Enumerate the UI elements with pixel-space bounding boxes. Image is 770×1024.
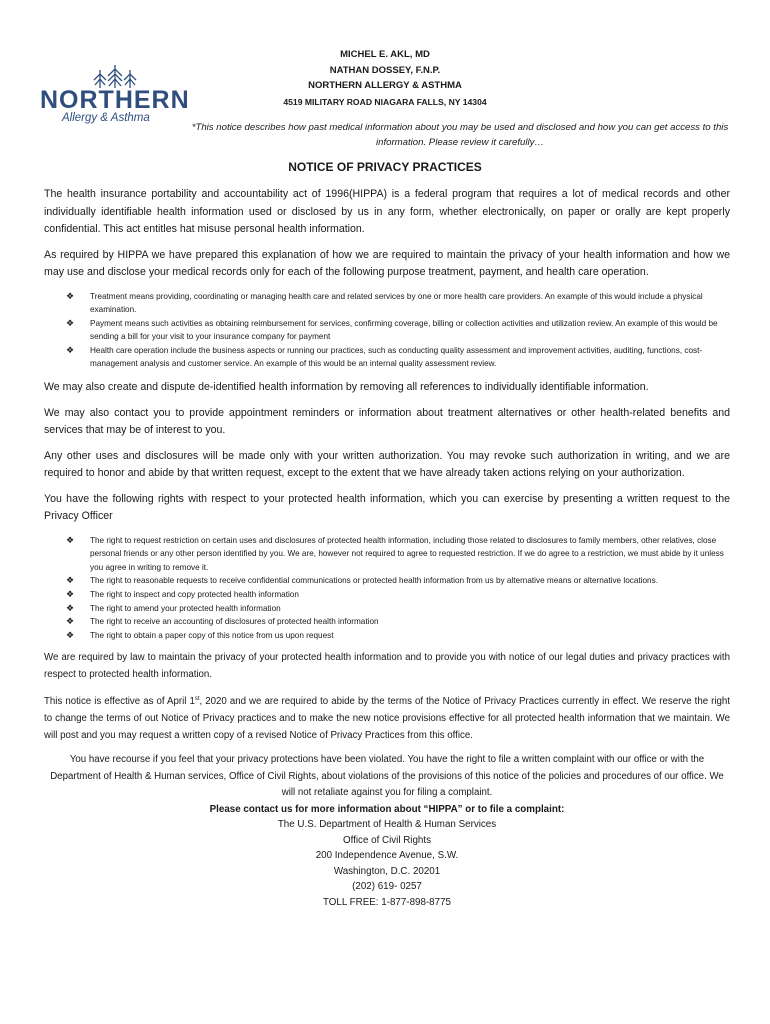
diamond-bullet-icon: ❖ [66,616,75,627]
northern-logo [38,64,188,126]
list-item: ❖ The right to obtain a paper copy of this notice from us upon request [44,629,730,643]
paragraph-reminders: We may also contact you to provide appointment reminders or information about treatment alternatives or other health-related benefits and services that may be of interest to you. [44,406,730,437]
diamond-bullet-icon: ❖ [66,602,75,613]
document-title: NOTICE OF PRIVACY PRACTICES [288,160,482,174]
diamond-bullet-icon: ❖ [66,575,75,586]
paragraph-authorization: Any other uses and disclosures will be made only with your written authorization. You may revoke such authorization in writing, and we are required to honor and abide by that written request, except to the extent that we have already taken actions relying on your authorization. [44,449,730,480]
contact-heading: Please contact us for more information about “HIPPA” or to file a complaint: [209,803,565,815]
physician-name: MICHEL E. AKL, MD [340,49,430,60]
contact-phone: (202) 619- 0257 [352,881,422,893]
list-item: ❖ The right to request restriction on certain uses and disclosures of protected health information, including those related to disclosures to family members, other relatives, close personal friends or any other person identified by you. We are, however not required to agree to requested restriction. If we do agree to a restriction, we must abide by it unless you agree in writing to remove it. [66,534,724,572]
list-item: ❖ The right to receive an accounting of disclosures of protected health information [44,615,730,629]
contact-city: Washington, D.C. 20201 [333,865,441,877]
list-item: ❖ Treatment means providing, coordinating or managing health care and related services by one or more health care providers. An example of this would include a physical examination. [66,290,703,315]
logo-subtitle: Allergy & Asthma [62,112,150,124]
paragraph-hippa-explanation: As required by HIPPA we have prepared this explanation of how we are required to maintain the privacy of your health information and how we may use and disclose your medical records only for each of the following purpose treatment, payment, and health care operation. [44,248,730,278]
list-item: ❖ Health care operation include the business aspects or running our practices, such as conducting quality assessment and improvement activities, auditing, functions, cost-management analysis and customer service. An example of this would be an internal quality assessment review. [66,344,703,369]
contact-toll-free: TOLL FREE: 1-877-898-8775 [323,896,451,908]
diamond-bullet-icon: ❖ [66,290,75,301]
diamond-bullet-icon: ❖ [66,629,75,640]
rights-list [44,534,730,643]
logo-wordmark: NORTHERN [40,86,190,114]
notice-disclaimer: *This notice describes how past medical information about you may be used and disclosed and how you can get access to this information. Please review it carefully… [191,122,729,148]
practice-address: 4519 MILITARY ROAD NIAGARA FALLS, NY 14304 [283,96,487,107]
paragraph-rights-intro: You have the following rights with respect to your protected health information, which you can exercise by presenting a written request to the Privacy Officer [44,492,730,523]
paragraph-hippa-intro: The health insurance portability and accountability act of 1996(HIPPA) is a federal program that requires a lot of medical records and other individually identifiable health information used or disclosed by us in any form, whether electronically, on paper or orally are kept properly confidential. This act entitles hat misuse personal health information. [44,188,730,235]
paragraph-legal-duties: We are required by law to maintain the privacy of your protected health information and to provide you with notice of our legal duties and privacy practices with respect to protected health information. [44,652,730,680]
practice-name: NORTHERN ALLERGY & ASTHMA [308,80,462,91]
contact-agency: The U.S. Department of Health & Human Services [277,819,497,831]
contact-street: 200 Independence Avenue, S.W. [315,850,459,862]
paragraph-deidentified: We may also create and dispute de-identified health information by removing all references to individually identifiable information. [44,381,649,394]
document-body [44,186,730,910]
purpose-list [44,290,730,372]
paragraph-effective-date: This notice is effective as of April 1st, 2020 and we are required to abide by the terms of the Notice of Privacy Practices currently in effect. We reserve the right to change the terms of out Notice of Privacy practices and to make the new notice provisions effective for all protected health information that we maintain. We will post and you may request a written copy of a revised Notice of Privacy Practices from this office. [44,696,730,741]
diamond-bullet-icon: ❖ [66,534,75,545]
paragraph-recourse: You have recourse if you feel that your privacy protections have been violated. You have the right to file a written complaint with our office or with the Department of Health & Human services, Office of Civil Rights, about violations of the provisions of this notice of the policies and procedures of our office. We will not retaliate against you for filing a complaint. [50,754,724,799]
list-item: ❖ The right to inspect and copy protected health information [44,588,730,602]
contact-office: Office of Civil Rights [342,834,432,846]
diamond-bullet-icon: ❖ [66,588,75,599]
list-item: ❖ Payment means such activities as obtaining reimbursement for services, confirming coverage, billing or collection activities and utilization review. An example of this would be sending a bill for your visit to your insurance company for payment [66,317,718,342]
diamond-bullet-icon: ❖ [66,344,75,355]
letterhead [250,47,520,110]
practitioner-name: NATHAN DOSSEY, F.N.P. [329,64,441,76]
diamond-bullet-icon: ❖ [66,317,75,328]
list-item: ❖ The right to reasonable requests to receive confidential communications or protected health information from us by alternative means or alternative locations. [44,574,730,588]
list-item: ❖ The right to amend your protected health information [44,602,730,616]
contact-block [44,802,730,911]
